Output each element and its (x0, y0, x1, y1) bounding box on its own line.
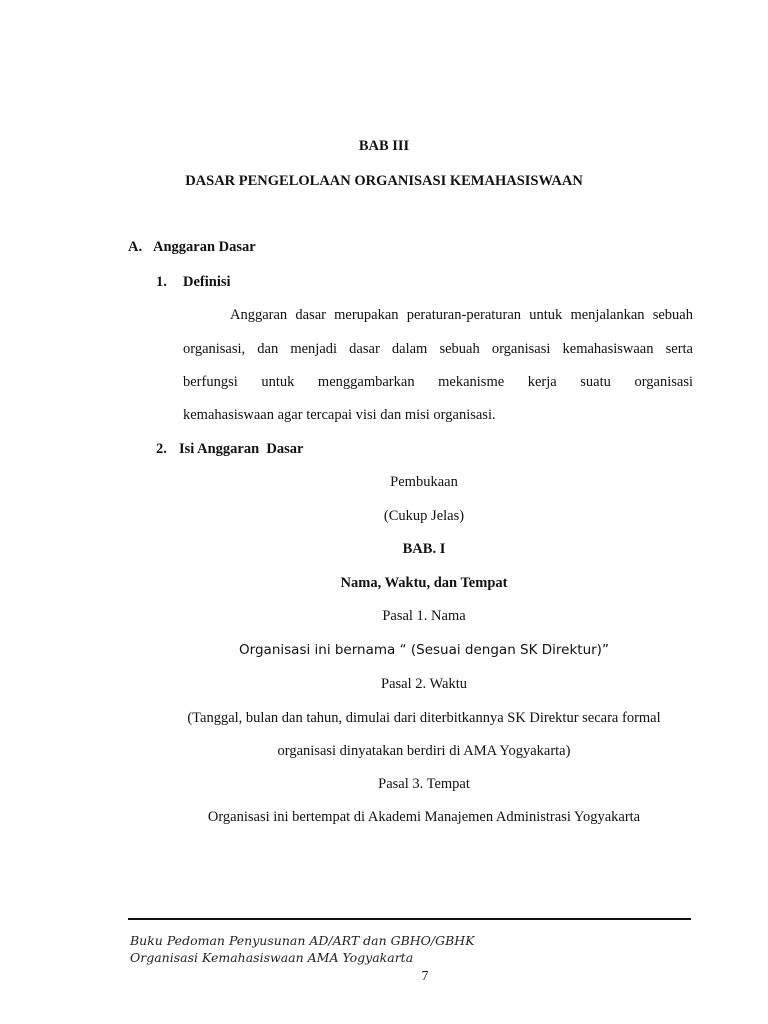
bab-title: Nama, Waktu, dan Tempat (340, 575, 508, 591)
pasal-1-text: Organisasi ini bernama “ (Sesuai dengan SK Direktur)” (239, 642, 609, 658)
definisi-paragraph-line: kemahasiswaan agar tercapai visi dan misi organisasi. (183, 407, 496, 423)
pembukaan-note: (Cukup Jelas) (383, 508, 465, 524)
definisi-label: 1. (156, 274, 167, 290)
pasal-2-text-line: organisasi dinyatakan berdiri di AMA Yogyakarta) (277, 743, 571, 759)
bab-heading: BAB. I (402, 541, 446, 557)
isi-label: 2. (156, 441, 167, 457)
pasal-3-text: Organisasi ini bertempat di Akademi Manajemen Administrasi Yogyakarta (207, 809, 641, 825)
definisi-paragraph-line: Anggaran dasar merupakan peraturan-peraturan untuk menjalankan sebuah (230, 307, 693, 323)
chapter-heading: BAB III (358, 138, 410, 154)
page-number: 7 (421, 968, 429, 983)
isi-title: Isi Anggaran Dasar (179, 441, 304, 457)
pasal-2-text-line: (Tanggal, bulan dan tahun, dimulai dari diterbitkannya SK Direktur secara formal (187, 710, 661, 726)
pasal-2-title: Pasal 2. Waktu (381, 676, 467, 692)
section-a-label: A. (128, 239, 143, 255)
pasal-3-title: Pasal 3. Tempat (378, 776, 470, 792)
chapter-title: DASAR PENGELOLAAN ORGANISASI KEMAHASISWAAN (185, 173, 583, 189)
pembukaan-heading: Pembukaan (390, 474, 458, 490)
definisi-title: Definisi (183, 274, 231, 290)
footer-divider (128, 918, 691, 920)
definisi-paragraph-line: organisasi, dan menjadi dasar dalam sebuah organisasi kemahasiswaan serta (183, 341, 693, 357)
footer-book-title: Buku Pedoman Penyusunan AD/ART dan GBHO/GBHK (130, 933, 475, 948)
pasal-1-title: Pasal 1. Nama (382, 608, 466, 624)
footer-organization: Organisasi Kemahasiswaan AMA Yogyakarta (130, 950, 414, 965)
definisi-paragraph-line: berfungsi untuk menggambarkan mekanisme kerja suatu organisasi (183, 374, 693, 390)
section-a-title: Anggaran Dasar (153, 239, 256, 255)
